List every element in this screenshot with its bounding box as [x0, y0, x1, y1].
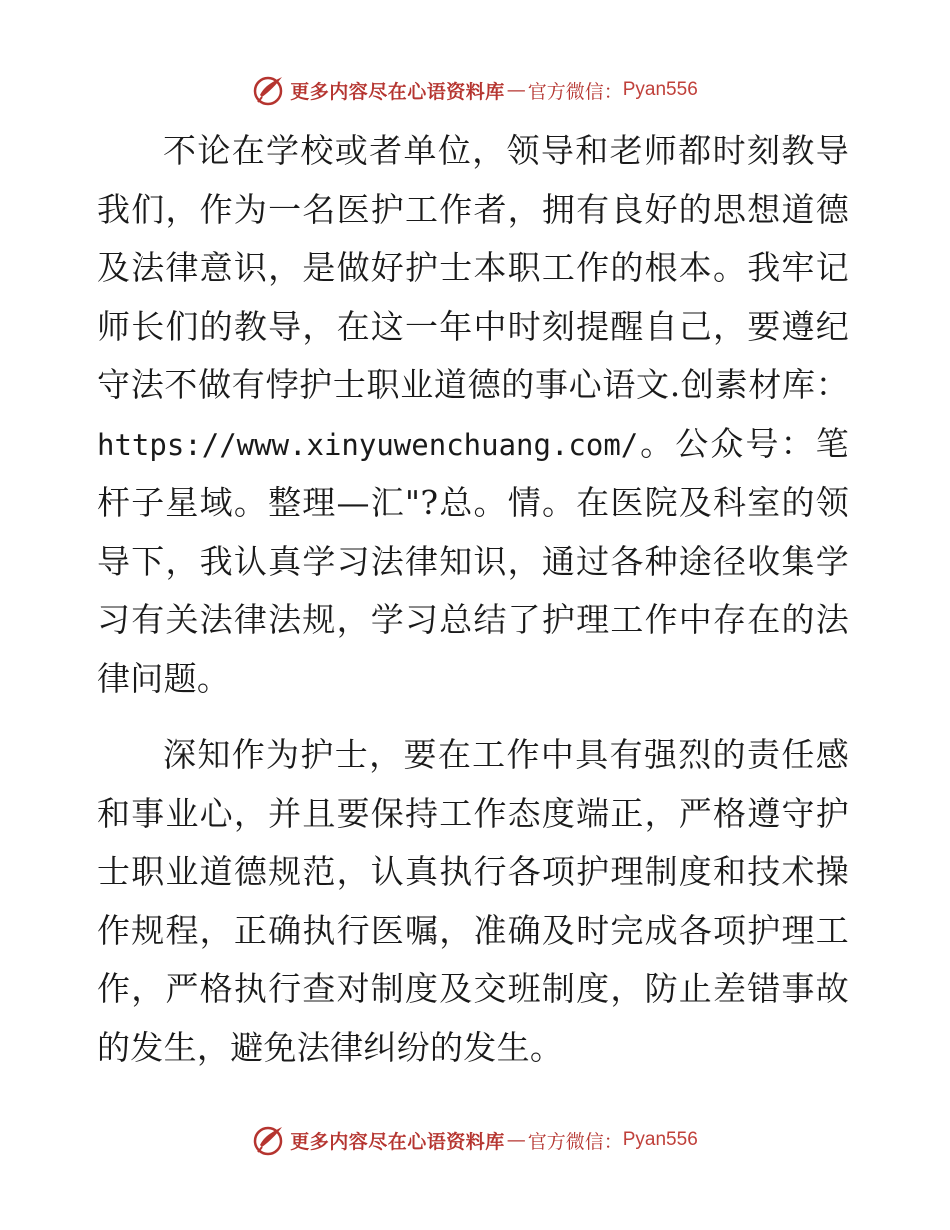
- banner-site-text: 更多内容尽在心语资料库: [290, 1130, 505, 1153]
- banner-wechat-label: 官方微信：: [527, 1130, 623, 1153]
- footer-banner: [0, 1120, 950, 1160]
- document-body: [97, 122, 849, 1077]
- banner-wechat-label: 官方微信：: [527, 80, 623, 103]
- banner-wechat-id: Pyan556: [622, 79, 698, 100]
- resource-url-link[interactable]: https://www.xinyuwenchuang.com/: [97, 427, 639, 462]
- quill-pen-logo-icon: [252, 1123, 286, 1157]
- paragraph-1-text-a: 不论在学校或者单位，领导和老师都时刻教导我们，作为一名医护工作者，拥有良好的思想道德及法律意识，是做好护士本职工作的根本。我牢记师长们的教导，在这一年中时刻提醒自己，要遵纪守法不做有悖护士职业道德的事心语文.创素材库：: [97, 131, 849, 404]
- banner-separator: —: [506, 79, 526, 101]
- banner-wechat-id: Pyan556: [622, 1129, 698, 1150]
- paragraph-1-text-b: 。公众号：笔杆子星域。整理—汇"?总。情。在医院及科室的领导下，我认真学习法律知识，通过各种途径收集学习有关法律法规，学习总结了护理工作中存在的法律问题。: [97, 423, 849, 698]
- paragraph-1: [97, 122, 849, 708]
- quill-pen-logo-icon: [252, 73, 286, 107]
- banner-site-text: 更多内容尽在心语资料库: [290, 80, 505, 103]
- paragraph-2: 深知作为护士，要在工作中具有强烈的责任感和事业心，并且要保持工作态度端正，严格遵守护士职业道德规范，认真执行各项护理制度和技术操作规程，正确执行医嘱，准确及时完成各项护理工作，严格执行查对制度及交班制度，防止差错事故的发生，避免法律纠纷的发生。: [97, 735, 849, 1067]
- banner-separator: —: [506, 1129, 526, 1151]
- header-banner: [0, 70, 950, 110]
